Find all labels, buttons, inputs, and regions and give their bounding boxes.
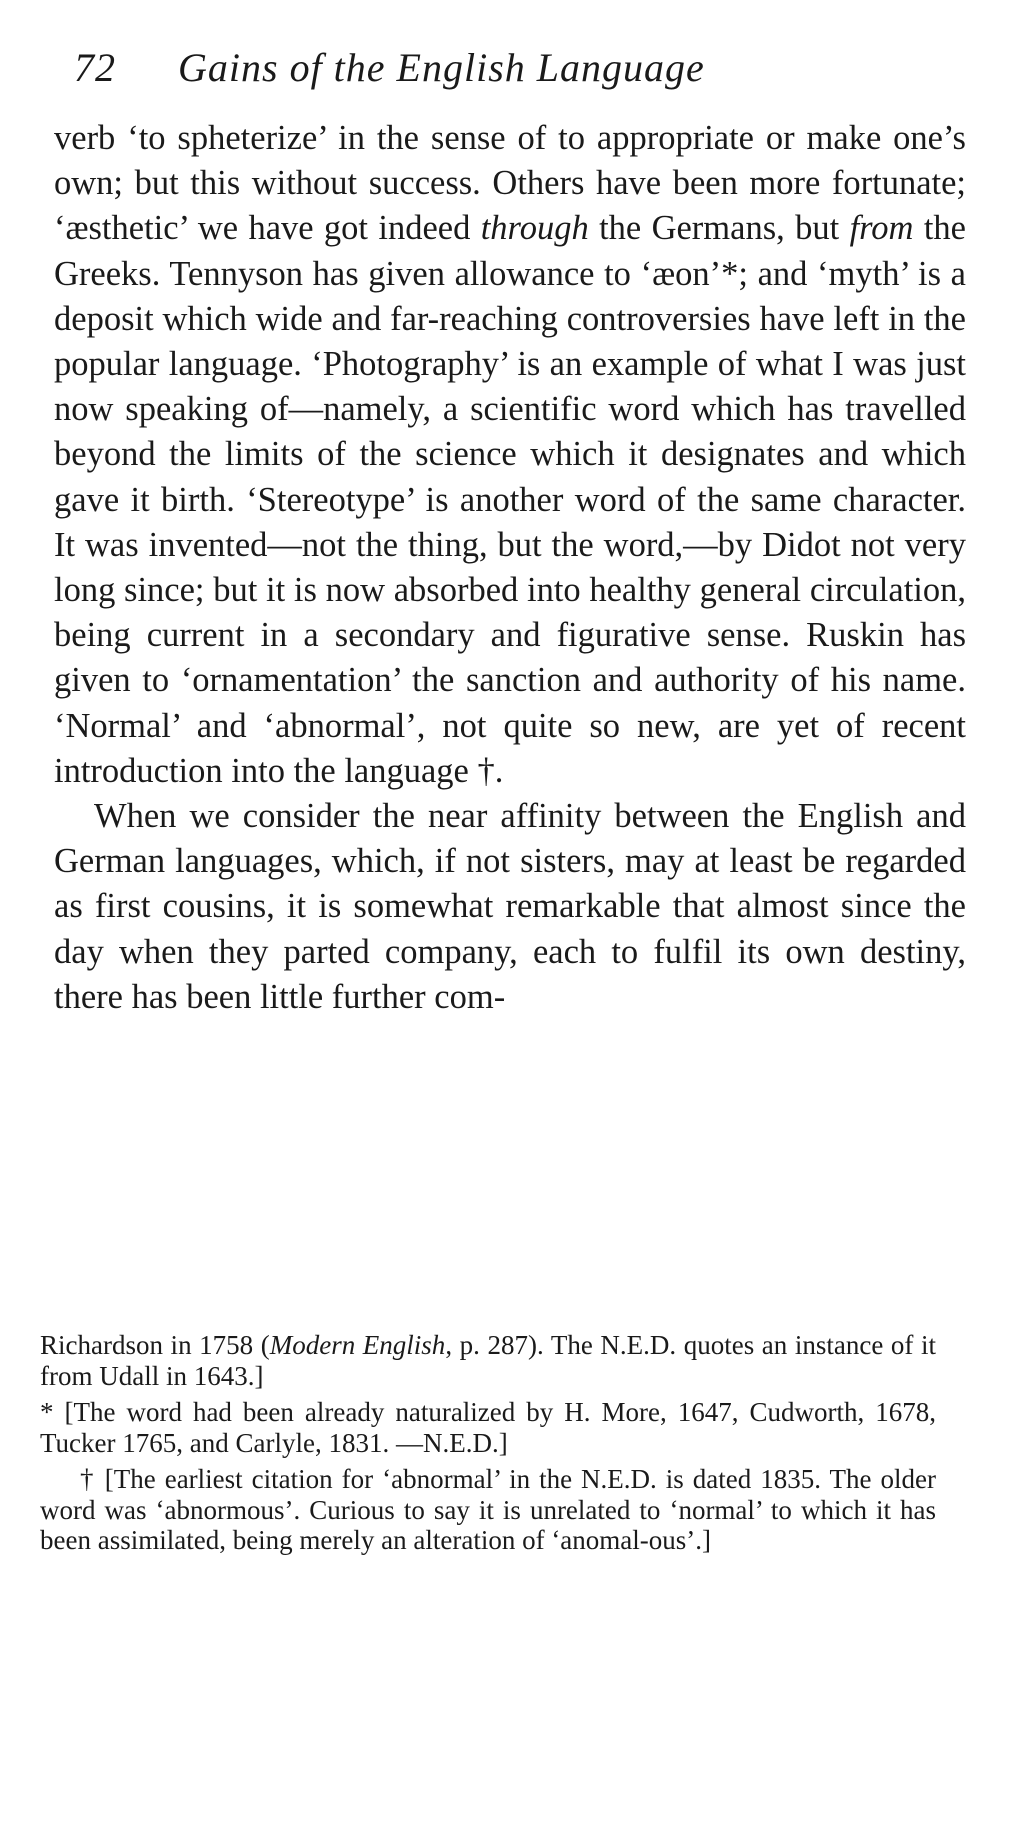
italic-through: through	[480, 209, 589, 248]
body-paragraph-1-part-c: the Germans, but	[588, 209, 850, 248]
body-paragraph-1	[54, 116, 966, 794]
footnote-dagger: † [The earliest citation for ‘abnormal’ in the N.E.D. is dated 1835. The older word was ‘abnormous’. Curious to say it is unrelated to ‘normal’ to which it has been assimilated, being merely an alteration of ‘anomal-ous’.]	[40, 1464, 936, 1555]
footnote-continued	[40, 1330, 936, 1391]
body-paragraph-1-part-e: the Greeks. Tennyson has given allowance to ‘æon’*; and ‘myth’ is a deposit which wide and far-reaching controversies have left in the popular language. ‘Photography’ is an example of what I was just now speaking of—namely, a scientific word which has travelled beyond the limits of the science which it designates and which gave it birth. ‘Stereotype’ is another word of the same character. It was invented—not the thing, but the word,—by Didot not very long since; but it is now absorbed into healthy general circulation, being current in a secondary and figurative sense. Ruskin has given to ‘ornamentation’ the sanction and authority of his name. ‘Normal’ and ‘abnormal’, not quite so new, are yet of recent introduction into the language †.	[54, 209, 966, 790]
body-paragraph-1-part-a: verb ‘to spheterize’ in the sense of to appropriate or make one’s own; but this without success. Others have been more fortunate; ‘æsthetic’ we have got indeed	[54, 119, 966, 248]
running-title: Gains of the English Language	[178, 45, 705, 90]
running-head	[74, 44, 874, 104]
footnote-italic-title: Modern English	[269, 1330, 446, 1360]
body-paragraph-2: When we consider the near affinity between the English and German languages, which, if not sisters, may at least be regarded as first cousins, it is somewhat remarkable that almost since the day when they parted company, each to fulfil its own destiny, there has been little further com-	[54, 797, 966, 1016]
footnote-continued-part-c: , p. 287). The N.E.D. quotes an instance of it from Udall in 1643.]	[40, 1330, 936, 1391]
body-text	[54, 116, 966, 1020]
footnote-star: * [The word had been already naturalized by H. More, 1647, Cudworth, 1678, Tucker 1765, and Carlyle, 1831. —N.E.D.]	[40, 1397, 936, 1458]
page-number: 72	[74, 45, 116, 90]
italic-from: from	[849, 209, 914, 248]
footnote-continued-part-a: Richardson in 1758 (	[40, 1330, 270, 1360]
footnotes	[40, 1330, 936, 1562]
